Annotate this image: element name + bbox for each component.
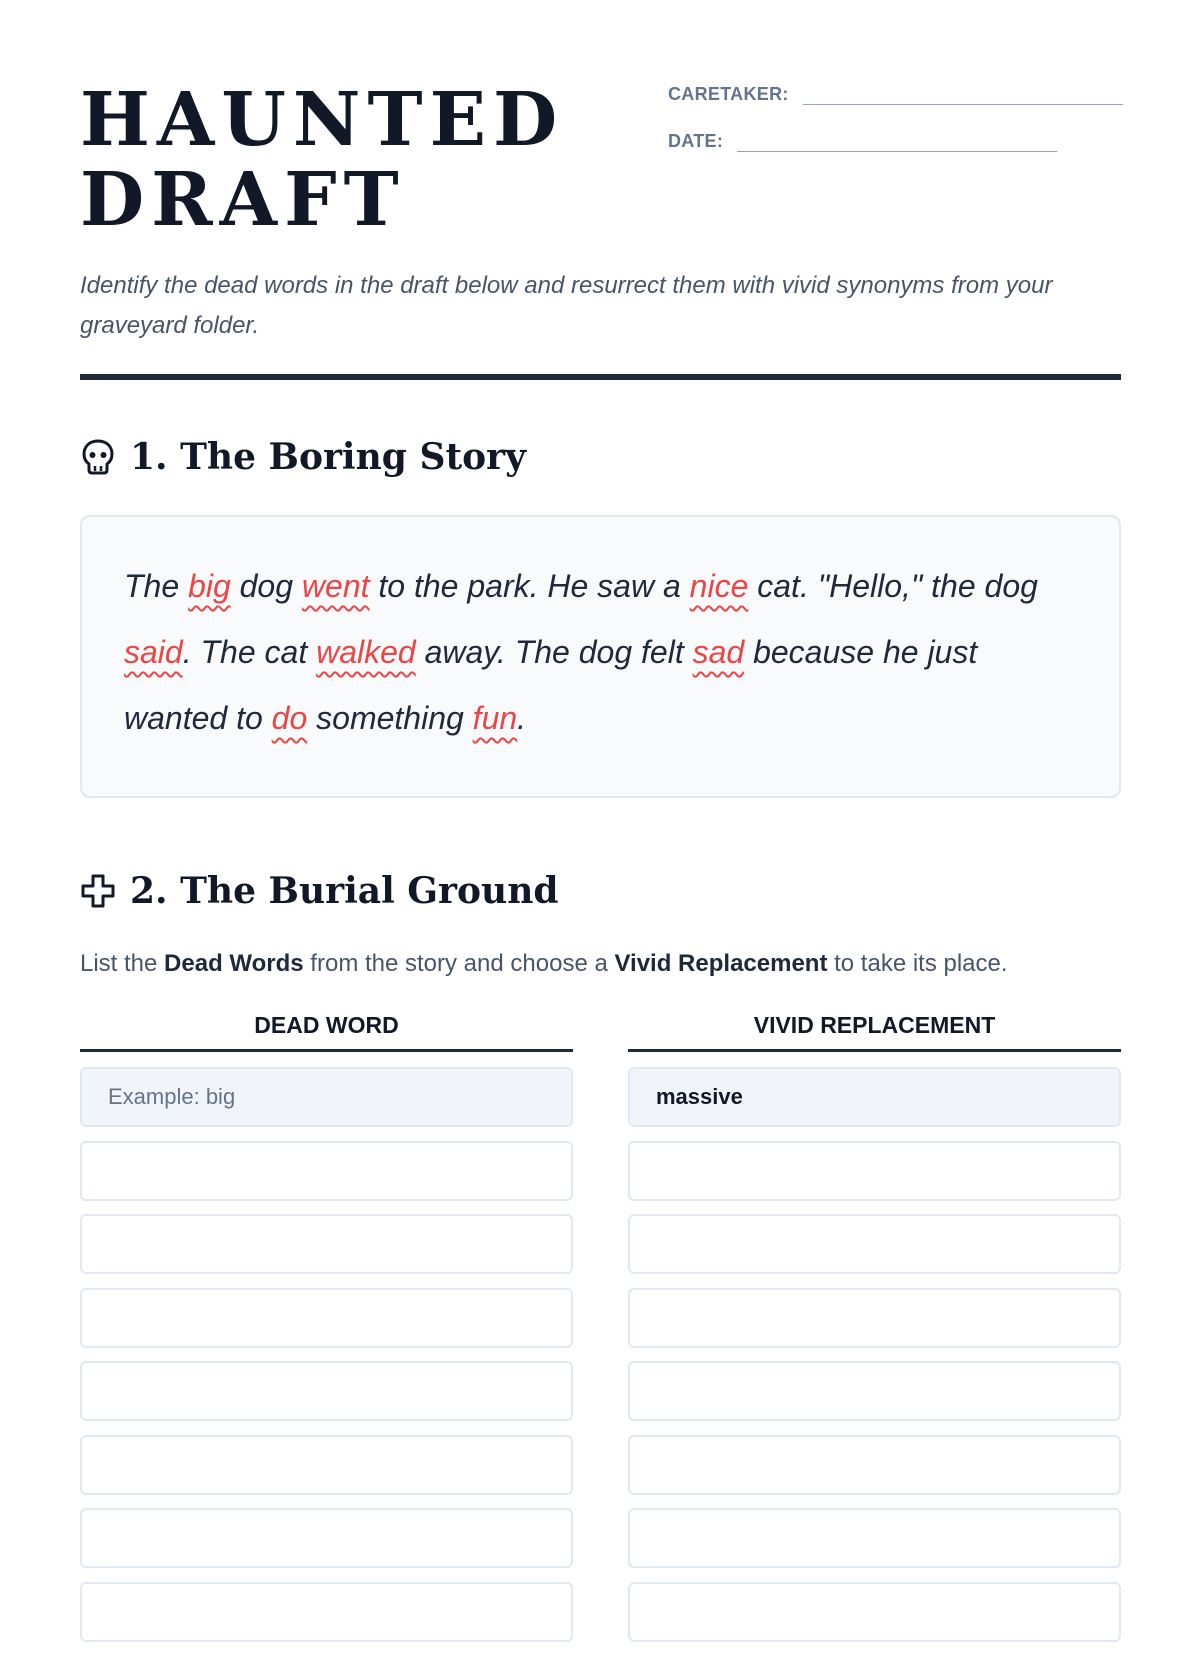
vivid-replacement-input[interactable] [628, 1214, 1121, 1274]
intro-emphasis: Vivid Replacement [614, 950, 828, 977]
dead-word-input[interactable] [80, 1435, 573, 1495]
dead-word-input[interactable] [80, 1508, 573, 1568]
dead-word-column-header: DEAD WORD [80, 1012, 573, 1052]
date-label: DATE: [668, 131, 724, 151]
vivid-replacement-input[interactable] [628, 1508, 1121, 1568]
dead-word[interactable]: big [188, 568, 231, 604]
story-segment: something [307, 700, 473, 736]
story-segment: . [517, 700, 527, 736]
example-vivid-replacement: massive [628, 1067, 1121, 1127]
vivid-replacement-column-header: VIVID REPLACEMENT [628, 1012, 1121, 1052]
section-1-heading [80, 436, 526, 478]
story-text [124, 553, 1077, 751]
vivid-replacement-input[interactable] [628, 1288, 1121, 1348]
intro-text: List the [80, 950, 165, 977]
title-line-2: DRAFT [80, 157, 406, 243]
date-field[interactable] [668, 131, 1057, 152]
example-dead-word: Example: big [80, 1067, 573, 1127]
intro-emphasis: Dead Words [164, 950, 304, 977]
page-title [80, 77, 565, 243]
story-segment: . The cat [182, 634, 317, 670]
dead-word-input[interactable] [80, 1141, 573, 1201]
story-segment: The [124, 568, 189, 604]
dead-word[interactable]: do [271, 700, 308, 736]
burial-instructions [80, 950, 1008, 978]
dead-word[interactable]: said [124, 634, 183, 670]
dead-word[interactable]: sad [692, 634, 745, 670]
section-1-title: 1. The Boring Story [130, 436, 526, 478]
caretaker-line[interactable] [803, 84, 1123, 105]
dead-word-input[interactable] [80, 1214, 573, 1274]
skull-icon [80, 438, 116, 476]
dead-word-input[interactable] [80, 1582, 573, 1642]
dead-word[interactable]: fun [472, 700, 518, 736]
intro-text: to take its place. [827, 950, 1008, 977]
dead-word-input[interactable] [80, 1288, 573, 1348]
vivid-replacement-input[interactable] [628, 1141, 1121, 1201]
dead-word[interactable]: nice [689, 568, 749, 604]
story-segment: to the park. He saw a [369, 568, 690, 604]
intro-text: from the story and choose a [303, 950, 615, 977]
vivid-replacement-input[interactable] [628, 1435, 1121, 1495]
dead-word[interactable]: walked [316, 634, 416, 670]
header-divider [80, 374, 1121, 380]
story-segment: away. The dog felt [415, 634, 693, 670]
date-line[interactable] [737, 131, 1057, 152]
story-segment: because he just wanted to [124, 634, 978, 736]
cross-icon [80, 873, 116, 909]
section-2-heading [80, 870, 559, 912]
title-line-1: HAUNTED [80, 77, 565, 163]
instructions: Identify the dead words in the draft below and resurrect them with vivid synonyms from your graveyard folder. [80, 272, 1053, 339]
section-2-title: 2. The Burial Ground [130, 870, 559, 912]
story-segment: cat. "Hello," the dog [748, 568, 1038, 604]
story-box [80, 515, 1121, 798]
vivid-replacement-input[interactable] [628, 1361, 1121, 1421]
vivid-replacement-column [628, 1012, 1121, 1655]
vivid-replacement-input[interactable] [628, 1582, 1121, 1642]
caretaker-field[interactable] [668, 84, 1123, 105]
story-segment: dog [230, 568, 302, 604]
caretaker-label: CARETAKER: [668, 84, 789, 104]
dead-word-input[interactable] [80, 1361, 573, 1421]
dead-word[interactable]: went [301, 568, 370, 604]
dead-word-column [80, 1012, 573, 1655]
